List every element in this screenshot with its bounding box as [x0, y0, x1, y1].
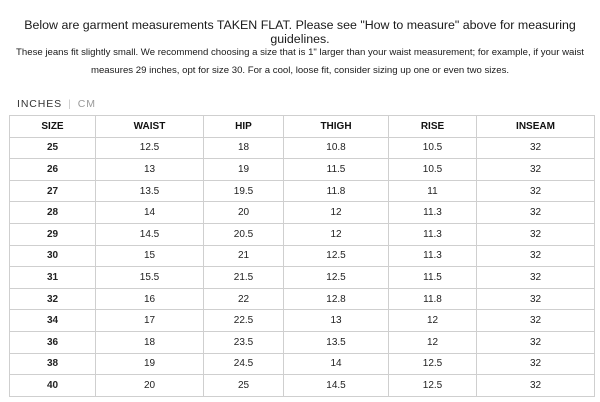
table-row [10, 288, 595, 310]
hip-cell: 25 [204, 375, 284, 397]
inseam-cell: 32 [477, 159, 595, 181]
waist-cell: 18 [96, 331, 204, 353]
hip-cell: 22 [204, 288, 284, 310]
waist-cell: 19 [96, 353, 204, 375]
inseam-cell: 32 [477, 310, 595, 332]
hip-cell: 24.5 [204, 353, 284, 375]
waist-cell: 14 [96, 202, 204, 224]
thigh-cell: 12.5 [284, 267, 389, 289]
size-cell: 28 [10, 202, 96, 224]
thigh-cell: 10.8 [284, 137, 389, 159]
size-cell: 40 [10, 375, 96, 397]
inseam-cell: 32 [477, 202, 595, 224]
rise-cell: 12.5 [389, 353, 477, 375]
table-body [10, 137, 595, 396]
waist-cell: 13 [96, 159, 204, 181]
fit-note-line-1: These jeans fit slightly small. We recommend choosing a size that is 1" larger than your waist measurement; for example, if your waist [16, 47, 584, 58]
inseam-cell: 32 [477, 137, 595, 159]
rise-cell: 12.5 [389, 375, 477, 397]
inseam-cell: 32 [477, 288, 595, 310]
rise-cell: 11.3 [389, 223, 477, 245]
table-row [10, 202, 595, 224]
waist-cell: 14.5 [96, 223, 204, 245]
inseam-cell: 32 [477, 180, 595, 202]
inseam-cell: 32 [477, 331, 595, 353]
size-cell: 29 [10, 223, 96, 245]
size-chart-table [9, 115, 595, 397]
waist-cell: 12.5 [96, 137, 204, 159]
thigh-cell: 12 [284, 223, 389, 245]
table-row [10, 375, 595, 397]
inseam-cell: 32 [477, 353, 595, 375]
size-cell: 25 [10, 137, 96, 159]
hip-cell: 22.5 [204, 310, 284, 332]
rise-cell: 10.5 [389, 137, 477, 159]
table-row [10, 331, 595, 353]
rise-cell: 10.5 [389, 159, 477, 181]
rise-cell: 11 [389, 180, 477, 202]
size-cell: 27 [10, 180, 96, 202]
thigh-cell: 12 [284, 202, 389, 224]
header-rise: RISE [389, 116, 477, 138]
unit-toggle [17, 98, 96, 110]
hip-cell: 20 [204, 202, 284, 224]
thigh-cell: 11.8 [284, 180, 389, 202]
size-cell: 26 [10, 159, 96, 181]
rise-cell: 12 [389, 310, 477, 332]
rise-cell: 11.8 [389, 288, 477, 310]
table-row [10, 353, 595, 375]
waist-cell: 16 [96, 288, 204, 310]
header-hip: HIP [204, 116, 284, 138]
rise-cell: 11.3 [389, 245, 477, 267]
hip-cell: 19.5 [204, 180, 284, 202]
hip-cell: 19 [204, 159, 284, 181]
fit-note [0, 44, 600, 80]
size-cell: 31 [10, 267, 96, 289]
header-thigh: THIGH [284, 116, 389, 138]
inseam-cell: 32 [477, 245, 595, 267]
rise-cell: 12 [389, 331, 477, 353]
header-size: SIZE [10, 116, 96, 138]
inseam-cell: 32 [477, 267, 595, 289]
size-cell: 30 [10, 245, 96, 267]
header-waist: WAIST [96, 116, 204, 138]
waist-cell: 13.5 [96, 180, 204, 202]
size-cell: 36 [10, 331, 96, 353]
table-header-row [10, 116, 595, 138]
table-row [10, 180, 595, 202]
unit-separator: | [68, 98, 72, 110]
hip-cell: 21 [204, 245, 284, 267]
rise-cell: 11.5 [389, 267, 477, 289]
thigh-cell: 14.5 [284, 375, 389, 397]
unit-cm-tab[interactable]: CM [77, 98, 96, 110]
thigh-cell: 14 [284, 353, 389, 375]
hip-cell: 20.5 [204, 223, 284, 245]
hip-cell: 18 [204, 137, 284, 159]
waist-cell: 15.5 [96, 267, 204, 289]
header-inseam: INSEAM [477, 116, 595, 138]
thigh-cell: 13 [284, 310, 389, 332]
thigh-cell: 13.5 [284, 331, 389, 353]
measurements-heading: Below are garment measurements TAKEN FLAT. Please see "How to measure" above for measuring guidelines. [24, 18, 576, 46]
table-row [10, 245, 595, 267]
table-row [10, 223, 595, 245]
table-row [10, 137, 595, 159]
inseam-cell: 32 [477, 223, 595, 245]
inseam-cell: 32 [477, 375, 595, 397]
table-row [10, 310, 595, 332]
unit-inches-tab[interactable]: INCHES [17, 98, 63, 110]
size-cell: 38 [10, 353, 96, 375]
thigh-cell: 12.8 [284, 288, 389, 310]
thigh-cell: 11.5 [284, 159, 389, 181]
waist-cell: 20 [96, 375, 204, 397]
thigh-cell: 12.5 [284, 245, 389, 267]
hip-cell: 21.5 [204, 267, 284, 289]
table-row [10, 267, 595, 289]
size-cell: 32 [10, 288, 96, 310]
size-cell: 34 [10, 310, 96, 332]
table-row [10, 159, 595, 181]
fit-note-line-2: measures 29 inches, opt for size 30. For a cool, loose fit, consider sizing up one or even two sizes. [90, 65, 510, 76]
waist-cell: 15 [96, 245, 204, 267]
waist-cell: 17 [96, 310, 204, 332]
hip-cell: 23.5 [204, 331, 284, 353]
rise-cell: 11.3 [389, 202, 477, 224]
